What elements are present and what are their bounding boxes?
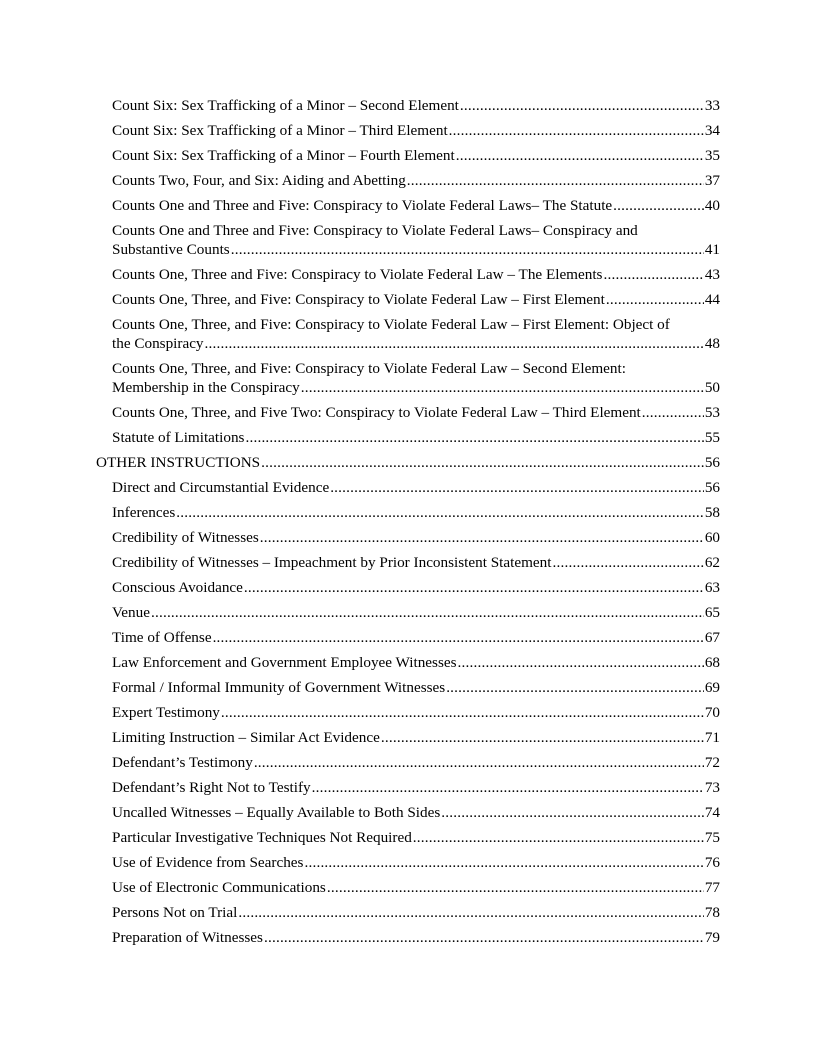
toc-entry[interactable] <box>96 778 720 797</box>
toc-page-number: 40 <box>704 197 720 214</box>
dot-leader <box>381 728 704 747</box>
toc-entry[interactable] <box>96 603 720 622</box>
toc-entry-title: Use of Evidence from Searches <box>112 854 304 871</box>
dot-leader <box>221 703 704 722</box>
toc-page-number: 58 <box>704 504 720 521</box>
toc-entry[interactable] <box>96 553 720 572</box>
dot-leader <box>260 528 704 547</box>
toc-entry-title: Counts One, Three, and Five: Conspiracy to Violate Federal Law – First Element: Object of <box>112 316 670 333</box>
toc-page-number: 63 <box>704 579 720 596</box>
dot-leader <box>151 603 704 622</box>
toc-page-number: 35 <box>704 147 720 164</box>
dot-leader <box>245 428 703 447</box>
toc-page-number: 71 <box>704 729 720 746</box>
dot-leader <box>606 290 704 309</box>
dot-leader <box>213 628 704 647</box>
toc-entry-title: Direct and Circumstantial Evidence <box>112 479 330 496</box>
dot-leader <box>642 403 704 422</box>
toc-entry[interactable] <box>96 121 720 140</box>
toc-page-number: 72 <box>704 754 720 771</box>
dot-leader <box>456 146 704 165</box>
toc-entry[interactable] <box>96 478 720 497</box>
dot-leader <box>330 478 704 497</box>
dot-leader <box>238 903 703 922</box>
dot-leader <box>244 578 704 597</box>
toc-page-number: 74 <box>704 804 720 821</box>
toc-entry[interactable] <box>96 146 720 165</box>
dot-leader <box>552 553 703 572</box>
dot-leader <box>446 678 704 697</box>
dot-leader <box>441 803 704 822</box>
toc-entry[interactable] <box>96 221 720 259</box>
toc-entry-title: Defendant’s Testimony <box>112 754 253 771</box>
toc-entry-title: Count Six: Sex Trafficking of a Minor – Fourth Element <box>112 147 455 164</box>
toc-page-number: 37 <box>704 172 720 189</box>
dot-leader <box>312 778 704 797</box>
toc-entry-title: Particular Investigative Techniques Not Required <box>112 829 412 846</box>
table-of-contents <box>96 96 720 953</box>
dot-leader <box>254 753 704 772</box>
dot-leader <box>231 240 704 259</box>
toc-entry[interactable] <box>96 703 720 722</box>
toc-entry[interactable] <box>96 728 720 747</box>
toc-entry-title: Counts One and Three and Five: Conspiracy to Violate Federal Laws– Conspiracy and <box>112 222 638 239</box>
dot-leader <box>460 96 704 115</box>
toc-page-number: 41 <box>704 241 720 258</box>
toc-entry-title: Use of Electronic Communications <box>112 879 326 896</box>
dot-leader <box>264 928 704 947</box>
toc-page-number: 44 <box>704 291 720 308</box>
toc-page-number: 34 <box>704 122 720 139</box>
toc-entry[interactable] <box>96 196 720 215</box>
toc-entry-title: Law Enforcement and Government Employee Witnesses <box>112 654 457 671</box>
toc-entry[interactable] <box>96 653 720 672</box>
toc-entry[interactable] <box>96 290 720 309</box>
toc-page-number: 53 <box>704 404 720 421</box>
toc-entry-title: Preparation of Witnesses <box>112 929 263 946</box>
dot-leader <box>261 453 704 472</box>
toc-entry-title: Counts One and Three and Five: Conspiracy to Violate Federal Laws– The Statute <box>112 197 613 214</box>
dot-leader <box>603 265 703 284</box>
toc-entry-title: Counts One, Three, and Five: Conspiracy to Violate Federal Law – Second Element: <box>112 360 626 377</box>
toc-section-heading[interactable] <box>96 453 720 472</box>
toc-entry-title: Uncalled Witnesses – Equally Available to Both Sides <box>112 804 441 821</box>
toc-entry-title: Formal / Informal Immunity of Government Witnesses <box>112 679 446 696</box>
toc-entry[interactable] <box>96 903 720 922</box>
toc-entry-title: Credibility of Witnesses <box>112 529 259 546</box>
toc-entry[interactable] <box>96 528 720 547</box>
toc-page-number: 70 <box>704 704 720 721</box>
toc-page-number: 77 <box>704 879 720 896</box>
toc-entry[interactable] <box>96 828 720 847</box>
toc-entry-title: Membership in the Conspiracy <box>112 379 300 396</box>
toc-page-number: 73 <box>704 779 720 796</box>
toc-entry[interactable] <box>96 96 720 115</box>
toc-entry-title: the Conspiracy <box>112 335 204 352</box>
dot-leader <box>413 828 704 847</box>
toc-page-number: 79 <box>704 929 720 946</box>
toc-page-number: 68 <box>704 654 720 671</box>
toc-entry-title: Inferences <box>112 504 176 521</box>
toc-page-number: 55 <box>704 429 720 446</box>
dot-leader <box>449 121 704 140</box>
toc-entry-title: Time of Offense <box>112 629 212 646</box>
dot-leader <box>205 334 704 353</box>
toc-entry-title: Count Six: Sex Trafficking of a Minor – Second Element <box>112 97 459 114</box>
toc-entry-title: Count Six: Sex Trafficking of a Minor – Third Element <box>112 122 448 139</box>
toc-entry-title: Counts One, Three and Five: Conspiracy to Violate Federal Law – The Elements <box>112 266 603 283</box>
toc-entry[interactable] <box>96 503 720 522</box>
toc-entry[interactable] <box>96 171 720 190</box>
toc-entry-title: Counts One, Three, and Five Two: Conspiracy to Violate Federal Law – Third Element <box>112 404 641 421</box>
toc-page-number: 67 <box>704 629 720 646</box>
toc-entry-title: Substantive Counts <box>112 241 230 258</box>
toc-entry-title: Counts One, Three, and Five: Conspiracy to Violate Federal Law – First Element <box>112 291 605 308</box>
toc-page-number: 60 <box>704 529 720 546</box>
toc-page-number: 69 <box>704 679 720 696</box>
toc-entry[interactable] <box>96 753 720 772</box>
toc-entry-title: Limiting Instruction – Similar Act Evidence <box>112 729 380 746</box>
dot-leader <box>613 196 704 215</box>
toc-entry[interactable] <box>96 928 720 947</box>
dot-leader <box>304 853 703 872</box>
toc-page-number: 33 <box>704 97 720 114</box>
toc-page-number: 50 <box>704 379 720 396</box>
toc-entry[interactable] <box>96 315 720 353</box>
dot-leader <box>301 378 704 397</box>
toc-entry-title: Counts Two, Four, and Six: Aiding and Abetting <box>112 172 406 189</box>
toc-entry[interactable] <box>96 878 720 897</box>
toc-page-number: 65 <box>704 604 720 621</box>
toc-entry[interactable] <box>96 853 720 872</box>
toc-entry-title: OTHER INSTRUCTIONS <box>96 454 261 471</box>
toc-entry[interactable] <box>96 359 720 397</box>
toc-entry[interactable] <box>96 265 720 284</box>
toc-entry-title: Credibility of Witnesses – Impeachment by Prior Inconsistent Statement <box>112 554 552 571</box>
toc-entry[interactable] <box>96 678 720 697</box>
toc-page-number: 56 <box>704 454 720 471</box>
toc-page-number: 56 <box>704 479 720 496</box>
toc-entry-title: Defendant’s Right Not to Testify <box>112 779 311 796</box>
dot-leader <box>327 878 704 897</box>
toc-page-number: 43 <box>704 266 720 283</box>
toc-entry[interactable] <box>96 428 720 447</box>
toc-entry-title: Persons Not on Trial <box>112 904 238 921</box>
dot-leader <box>407 171 704 190</box>
toc-entry-title: Expert Testimony <box>112 704 220 721</box>
toc-entry[interactable] <box>96 403 720 422</box>
toc-page-number: 76 <box>704 854 720 871</box>
toc-entry[interactable] <box>96 628 720 647</box>
toc-page-number: 78 <box>704 904 720 921</box>
dot-leader <box>458 653 704 672</box>
toc-entry-title: Conscious Avoidance <box>112 579 243 596</box>
toc-entry[interactable] <box>96 578 720 597</box>
toc-page-number: 75 <box>704 829 720 846</box>
toc-page-number: 48 <box>704 335 720 352</box>
toc-entry-title: Venue <box>112 604 150 621</box>
toc-entry[interactable] <box>96 803 720 822</box>
toc-page-number: 62 <box>704 554 720 571</box>
toc-entry-title: Statute of Limitations <box>112 429 245 446</box>
dot-leader <box>176 503 704 522</box>
